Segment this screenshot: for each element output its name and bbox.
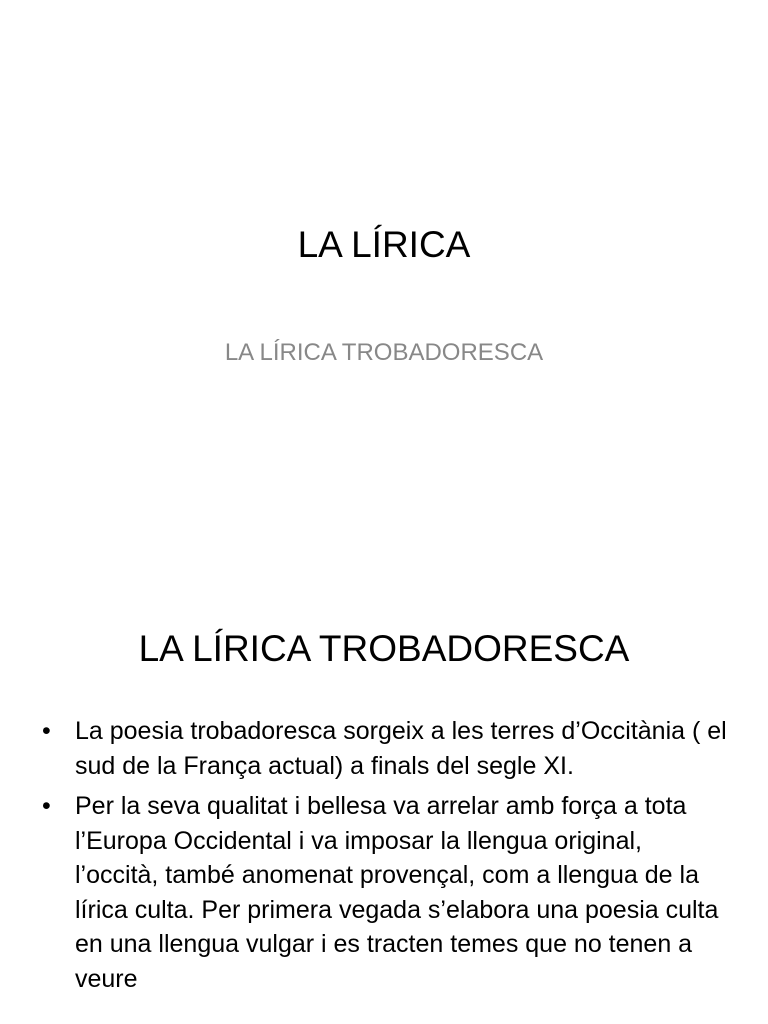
bullet-item xyxy=(42,714,732,783)
content-slide xyxy=(0,576,768,1024)
bullet-item xyxy=(42,789,732,996)
bullet-icon: • xyxy=(42,717,51,745)
bullet-text: La poesia trobadoresca sorgeix a les terres d’Occitània ( el sud de la França actual) a finals del segle XI. xyxy=(75,717,727,780)
bullet-text: Per la seva qualitat i bellesa va arrelar amb força a tota l’Europa Occidental i va imposar la llengua original, l’occità, també anomenat provençal, com a llengua de la lírica culta. Per primera vegada s’elabora una poesia culta en una llengua vulgar i es tracten temes que no tenen a veure xyxy=(75,792,719,993)
slide-subtitle: LA LÍRICA TROBADORESCA xyxy=(224,339,544,366)
slide-title: LA LÍRICA xyxy=(297,224,471,265)
bullet-icon: • xyxy=(42,792,51,820)
bullet-list xyxy=(42,714,732,1002)
slide-title: LA LÍRICA TROBADORESCA xyxy=(138,628,630,669)
